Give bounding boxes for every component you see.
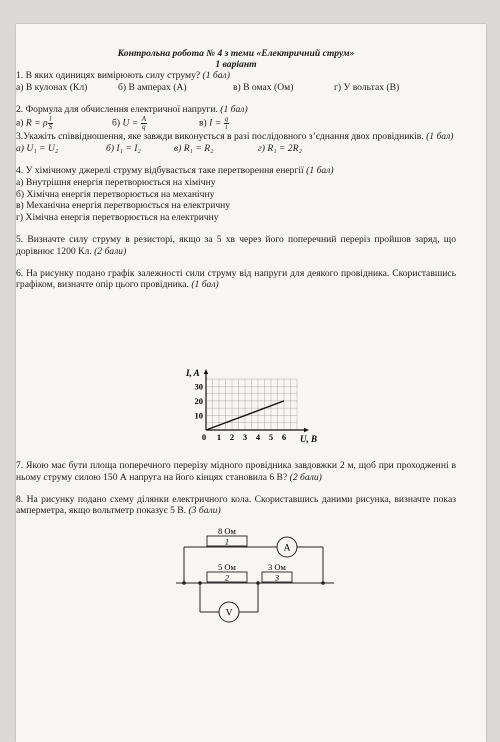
q4-option-a: а) Внутрішня енергія перетворюється на хімічну [16, 176, 216, 188]
x-tick-label: 2 [229, 432, 235, 442]
q1-option-a: а) В кулонах (Кл) [16, 81, 88, 93]
x-tick-label: 0 [201, 432, 207, 442]
q1-option-d: г) У вольтах (В) [334, 81, 400, 93]
q1-option-c: в) В омах (Ом) [233, 81, 294, 93]
resistor-1-value: 8 Ом [218, 526, 236, 536]
question-1-options [16, 82, 456, 94]
resistor-2 [207, 562, 247, 583]
y-tick-label: 10 [194, 410, 203, 421]
question-1-points: (1 бал) [202, 70, 230, 81]
circuit-wires [176, 547, 334, 612]
worksheet-content-lower [16, 460, 456, 517]
question-8 [16, 494, 456, 518]
question-2-points: (1 бал) [220, 103, 248, 115]
question-7 [16, 460, 456, 484]
q2-option-a: а) R = ρ $\frac{l}{S}$ [16, 114, 53, 131]
question-1-text: 1. В яких одиницях вимірюють силу струму? [16, 70, 201, 81]
y-axis-label: I, A [186, 368, 200, 378]
resistor-1 [207, 526, 247, 547]
question-3-text: 3.Укажіть співвідношення, яке завжди виконується в разі послідовного з’єднання двох провідників. [16, 131, 424, 143]
ammeter-label: A [283, 543, 291, 554]
q3-option-d: г) R₁ = 2R₂ [258, 143, 302, 155]
question-7-points: (2 бали) [289, 471, 322, 483]
x-tick-label: 4 [255, 432, 261, 442]
question-5 [16, 234, 456, 258]
chart-ticks [195, 381, 287, 442]
question-4 [16, 165, 456, 224]
question-5-points: (2 бали) [94, 245, 127, 257]
q1-option-b: б) В амперах (А) [118, 81, 187, 93]
voltmeter [219, 602, 239, 622]
question-2-options [16, 115, 456, 131]
resistor-3 [262, 562, 292, 583]
q2-option-c: в) I = $\frac{q}{t}$ [199, 114, 229, 131]
question-3-points: (1 бал) [426, 131, 454, 143]
question-8-text: 8. На рисунку подано схему ділянки електричного кола. Скориставшись даними рисунка, визначте показ амперметра, якщо вольтметр показує 5 В. [16, 493, 456, 517]
x-tick-label: 6 [281, 432, 287, 442]
q3-option-c: в) R₁ = R₂ [174, 143, 214, 155]
question-7-text: 7. Якою має бути площа поперечного перерізу мідного провідника завдовжки 2 м, щоб при проходженні в ньому струму силою 150 А напруга на його кінцях становила 6 В? [16, 460, 456, 483]
test-title-variant: 1 варіант [215, 59, 257, 70]
resistor-3-value: 3 Ом [268, 562, 286, 572]
q3-option-a: а) U₁ = U₂ [16, 143, 59, 155]
circuit-diagram [176, 520, 336, 630]
question-2 [16, 104, 456, 116]
current-voltage-chart [178, 368, 338, 448]
y-tick-label: 20 [194, 395, 203, 406]
question-6 [16, 268, 456, 292]
y-axis-arrow [204, 369, 208, 374]
y-tick-label: 30 [194, 381, 203, 392]
q2-option-b: б) U = $\frac{A}{q}$ [112, 114, 146, 131]
resistor-2-value: 5 Ом [218, 562, 236, 572]
question-6-text: 6. На рисунку подано графік залежності сили струму від напруги для деякого провідника. Скориставшись графіком, визначте опір цього провідника. [16, 267, 456, 291]
worksheet-content [16, 48, 456, 291]
q3-option-b: б) I₁ = I₂ [106, 143, 141, 155]
resistor-3-label: 3 [274, 572, 280, 583]
chart-grid [206, 379, 297, 430]
resistor-2-label: 2 [224, 572, 230, 583]
x-axis-label: U, B [300, 434, 318, 444]
question-1 [16, 70, 456, 82]
x-axis-arrow [304, 428, 309, 432]
q4-option-d: г) Хімічна енергія перетворюється на електричну [16, 212, 219, 224]
test-title [16, 48, 456, 70]
q4-option-b: б) Хімічна енергія перетворюється на механічну [16, 188, 215, 200]
question-3 [16, 131, 456, 143]
question-4-text: 4. У хімічному джерелі струму відбувається таке перетворення енергії [16, 164, 304, 176]
ammeter [277, 537, 297, 557]
question-2-text: 2. Формула для обчислення електричної напруги. [16, 103, 218, 115]
question-8-points: (3 бали) [188, 505, 221, 517]
question-3-options [16, 143, 456, 155]
x-tick-label: 3 [242, 432, 248, 442]
test-title-line1: Контрольна робота № 4 з теми «Електричний струм» [117, 48, 355, 59]
question-5-text: 5. Визначте силу струму в резисторі, якщо за 5 хв через його поперечний переріз пройшов заряд, що дорівнює 1200 Кл. [16, 233, 456, 257]
x-tick-label: 1 [216, 432, 222, 442]
q4-option-c: в) Механічна енергія перетворюється на електричну [16, 200, 231, 212]
question-4-points: (1 бал) [306, 164, 334, 176]
question-6-points: (1 бал) [191, 279, 219, 291]
x-tick-label: 5 [268, 432, 274, 442]
resistor-1-label: 1 [224, 536, 230, 547]
voltmeter-label: V [225, 608, 233, 619]
